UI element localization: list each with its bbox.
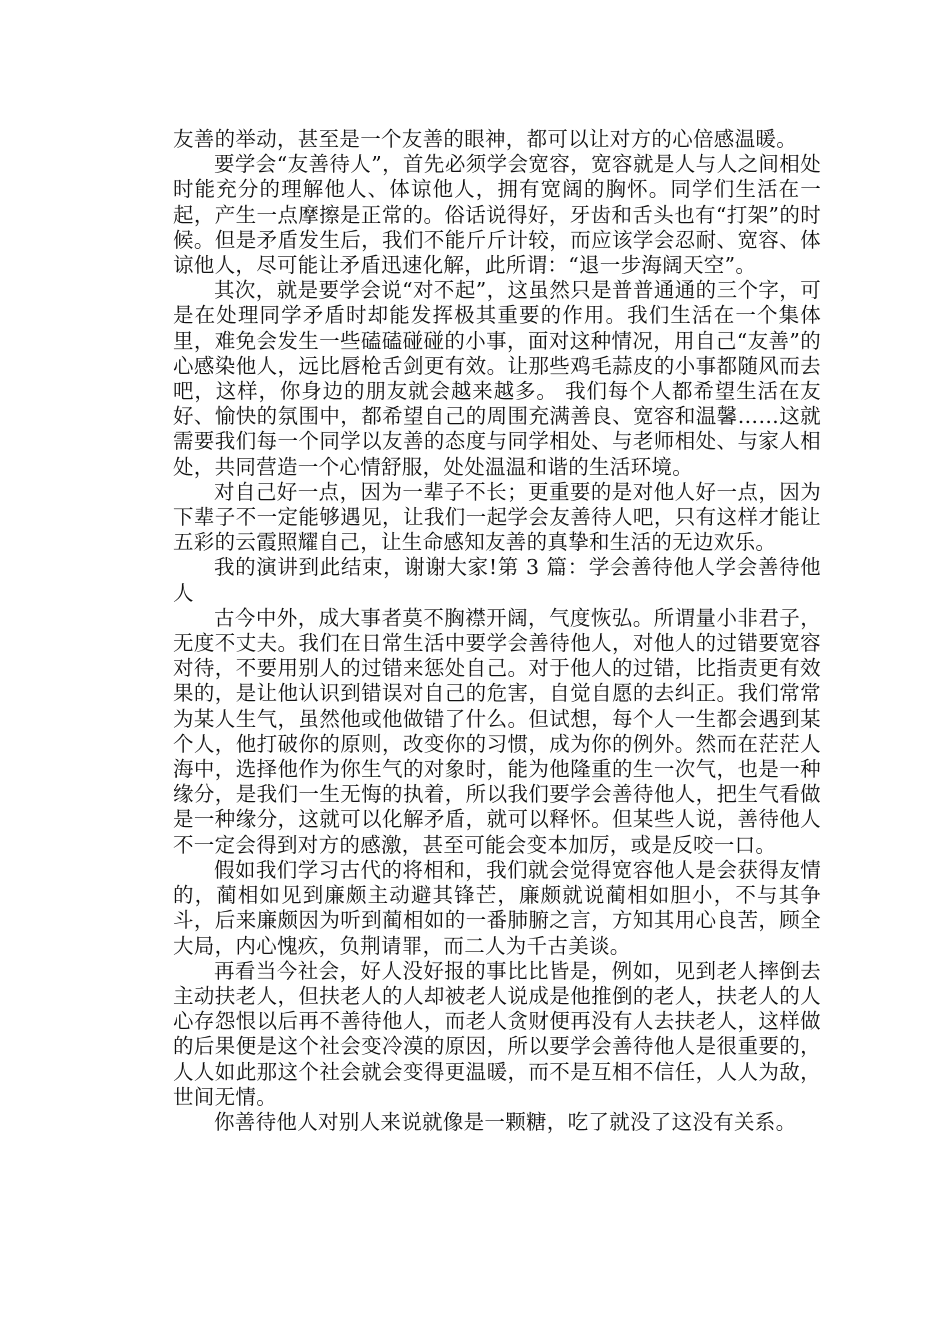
document-body: [173, 127, 821, 1135]
paragraph-section-heading: 我的演讲到此结束，谢谢大家!第 3 篇：学会善待他人学会善待他人: [173, 555, 821, 605]
paragraph: 古今中外，成大事者莫不胸襟开阔，气度恢弘。所谓量小非君子，无度不丈夫。我们在日常生活中要学会善待他人，对他人的过错要宽容对待，不要用别人的过错来惩处自己。对于他人的过错，比指责更有效果的，是让他认识到错误对自己的危害，自觉自愿的去纠正。我们常常为某人生气，虽然他或他做错了什么。但试想，每个人一生都会遇到某个人，他打破你的原则，改变你的习惯，成为你的例外。然而在茫茫人海中，选择他作为你生气的对象时，能为他隆重的生一次气，也是一种缘分，是我们一生无悔的执着，所以我们要学会善待他人，把生气看做是一种缘分，这就可以化解矛盾，就可以释怀。但某些人说，善待他人不一定会得到对方的感激，甚至可能会变本加厉，或是反咬一口。: [173, 605, 821, 857]
paragraph: 假如我们学习古代的将相和，我们就会觉得宽容他人是会获得友情的，蔺相如见到廉颇主动避其锋芒，廉颇就说蔺相如胆小，不与其争斗，后来廉颇因为听到蔺相如的一番肺腑之言，方知其用心良苦，顾全大局，内心愧疚，负荆请罪，而二人为千古美谈。: [173, 857, 821, 958]
paragraph: 要学会“友善待人”，首先必须学会宽容，宽容就是人与人之间相处时能充分的理解他人、体谅他人，拥有宽阔的胸怀。同学们生活在一起，产生一点摩擦是正常的。俗话说得好，牙齿和舌头也有“打架”的时候。但是矛盾发生后，我们不能斤斤计较，而应该学会忍耐、宽容、体谅他人，尽可能让矛盾迅速化解，此所谓：“退一步海阔天空”。: [173, 152, 821, 278]
paragraph: 你善待他人对别人来说就像是一颗糖，吃了就没了这没有关系。: [214, 1109, 797, 1134]
paragraph: 对自己好一点，因为一辈子不长；更重要的是对他人好一点，因为下辈子不一定能够遇见，让我们一起学会友善待人吧，只有这样才能让五彩的云霞照耀自己，让生命感知友善的真挚和生活的无边欢乐。: [173, 479, 821, 555]
paragraph: 其次，就是要学会说“对不起”，这虽然只是普普通通的三个字，可是在处理同学矛盾时却能发挥极其重要的作用。我们生活在一个集体里，难免会发生一些磕磕碰碰的小事，面对这种情况，用自己“友善”的心感染他人，远比唇枪舌剑更有效。让那些鸡毛蒜皮的小事都随风而去吧，这样，你身边的朋友就会越来越多。 我们每个人都希望生活在友好、愉快的氛围中，都希望自己的周围充满善良、宽容和温馨……这就需要我们每一个同学以友善的态度与同学相处、与老师相处、与家人相处，共同营造一个心情舒服，处处温温和谐的生活环境。: [173, 278, 821, 479]
paragraph: 友善的举动，甚至是一个友善的眼神，都可以让对方的心倍感温暖。: [173, 127, 797, 151]
paragraph: 再看当今社会，好人没好报的事比比皆是，例如，见到老人摔倒去主动扶老人，但扶老人的人却被老人说成是他推倒的老人，扶老人的人心存怨恨以后再不善待他人，而老人贪财便再没有人去扶老人，这样做的后果便是这个社会变冷漠的原因，所以要学会善待他人是很重要的，人人如此那这个社会就会变得更温暖，而不是互相不信任，人人为敌，世间无情。: [173, 958, 821, 1109]
